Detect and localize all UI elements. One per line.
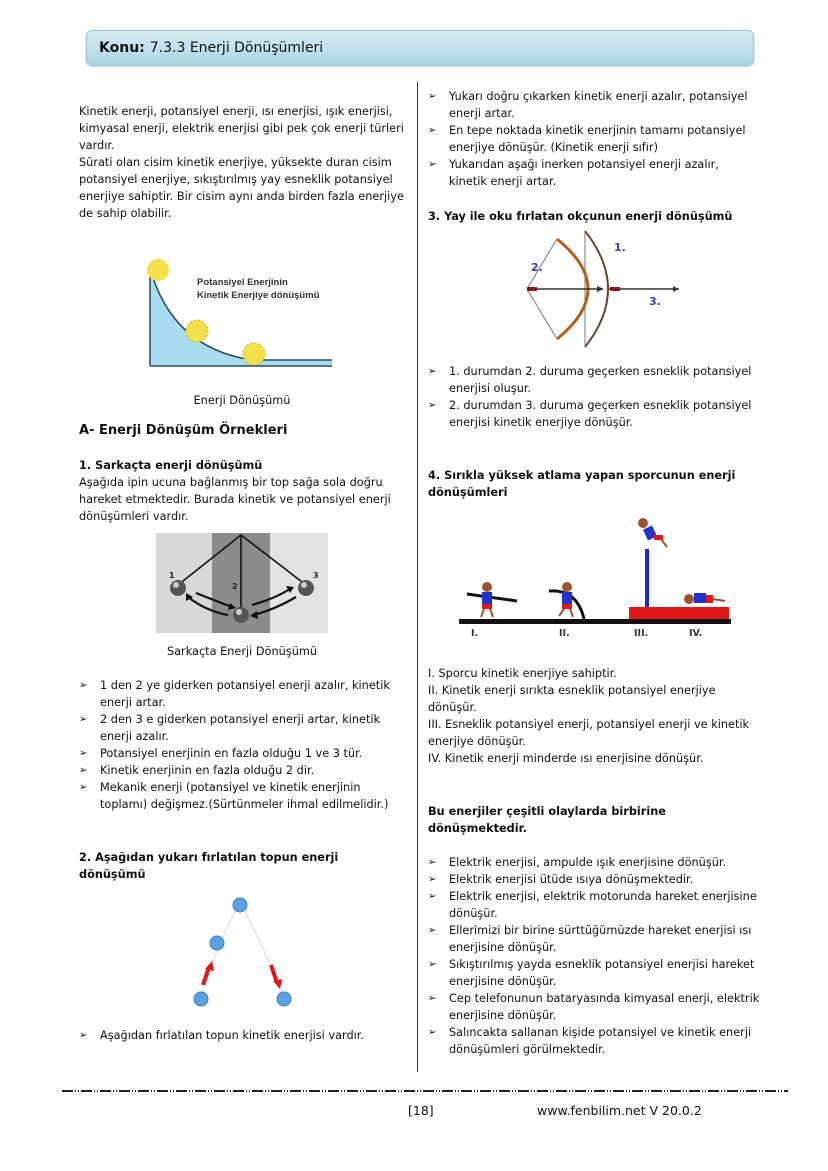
intro-paragraph-2: Sürati olan cisim kinetik enerjiye, yüksekte duran cisim potansiyel enerjiye, sıkıştırılmış yay esneklik potansiyel enerjiye sahiptir. Bir cisim aynı anda birden fazla enerjiye de sahip olabilir. [79, 156, 404, 220]
list-item: ➢ 1. durumdan 2. duruma geçerken esneklik potansiyel enerjisi oluşur. [428, 363, 760, 397]
pendulum-caption: Sarkaçta Enerji Dönüşümü [166, 645, 318, 658]
ball-continued-bullets [428, 88, 760, 190]
energy-slope-figure [79, 258, 405, 378]
list-item: ➢ 2 den 3 e giderken potansiyel enerji artar, kinetik enerji azalır. [79, 711, 405, 745]
bow-arrow-diagram-icon [509, 229, 679, 349]
list-item: ➢ Kinetik enerjinin en fazla olduğu 2 dir. [79, 762, 405, 779]
summary-bullets [428, 854, 760, 1058]
topic-header [86, 30, 754, 66]
ball-trajectory-icon [182, 893, 302, 1013]
svg-text:Potansiyel Enerjinin: Potansiyel Enerjinin [197, 277, 288, 288]
slope-diagram-icon [142, 258, 342, 378]
svg-text:Kinetik Enerjiye dönüşümü: Kinetik Enerjiye dönüşümü [197, 290, 320, 301]
list-item: ➢ En tepe noktada kinetik enerjinin tamamı potansiyel enerjiye dönüşür. (Kinetik enerji sıfır) [428, 122, 760, 156]
section-a-title: A- Enerji Dönüşüm Örnekleri [79, 423, 288, 438]
list-item: ➢ Mekanik enerji (potansiyel ve kinetik enerjinin toplamı) değişmez.(Sürtünmeler ihmal edilmelidir.) [79, 779, 405, 813]
pendulum-diagram-icon [156, 533, 328, 633]
topic-title: 7.3.3 Enerji Dönüşümleri [149, 40, 324, 56]
list-item: ➢ Elektrik enerjisi, elektrik motorunda hareket enerjisine dönüşür. [428, 888, 760, 922]
pole-vault-figure [428, 509, 760, 639]
pendulum-text: Aşağıda ipin ucuna bağlanmış bir top sağa sola doğru hareket etmektedir. Burada kinetik ve potansiyel enerji dönüşümleri vardır. [79, 476, 391, 523]
slope-caption: Enerji Dönüşümü [193, 394, 291, 407]
list-item: ➢ Salıncakta sallanan kişide potansiyel ve kinetik enerji dönüşümleri görülmektedir. [428, 1024, 760, 1058]
svg-text:1.: 1. [614, 241, 626, 254]
stage-text: III. Esneklik potansiyel enerji, potansiyel enerji ve kinetik enerjiye dönüşür. [428, 718, 750, 748]
svg-text:III.: III. [634, 628, 649, 639]
ball-title: 2. Aşağıdan yukarı fırlatılan topun enerji dönüşümü [79, 851, 339, 881]
list-item: ➢ Potansiyel enerjinin en fazla olduğu 1 ve 3 tür. [79, 745, 405, 762]
stage-text: I. Sporcu kinetik enerjiye sahiptir. [428, 667, 617, 680]
column-divider [417, 82, 418, 1072]
svg-text:3.: 3. [649, 295, 661, 308]
bow-figure [428, 229, 760, 349]
ball-throw-figure [79, 893, 405, 1013]
pole-vault-diagram-icon [449, 509, 739, 639]
list-item: ➢ Yukarı doğru çıkarken kinetik enerji azalır, potansiyel enerji artar. [428, 88, 760, 122]
list-item: ➢ Elektrik enerjisi, ampulde ışık enerjisine dönüşür. [428, 854, 760, 871]
pole-vault-explanations [428, 665, 760, 767]
right-column [428, 88, 760, 1058]
ball-bullets [79, 1027, 405, 1044]
svg-text:1: 1 [169, 571, 175, 580]
list-item: ➢ Elektrik enerjisi ütüde ısıya dönüşmektedir. [428, 871, 760, 888]
footer-divider [62, 1090, 788, 1092]
stage-text: II. Kinetik enerji sırıkta esneklik potansiyel enerjiye dönüşür. [428, 684, 716, 714]
svg-text:2.: 2. [531, 261, 543, 274]
pendulum-title: 1. Sarkaçta enerji dönüşümü [79, 459, 263, 472]
list-item: ➢ Cep telefonunun bataryasında kimyasal enerji, elektrik enerjisine dönüşür. [428, 990, 760, 1024]
svg-text:3: 3 [313, 571, 319, 580]
summary-title: Bu enerjiler çeşitli olaylarda birbirine dönüşmektedir. [428, 805, 666, 835]
list-item: ➢ Ellerimizi bir birine sürttüğümüzde hareket enerjisi ısı enerjisine dönüşür. [428, 922, 760, 956]
svg-text:II.: II. [559, 628, 570, 639]
bow-bullets [428, 363, 760, 431]
list-item: ➢ Aşağıdan fırlatılan topun kinetik enerjisi vardır. [79, 1027, 405, 1044]
list-item: ➢ 2. durumdan 3. duruma geçerken esneklik potansiyel enerjisi kinetik enerjiye dönüşür. [428, 397, 760, 431]
intro-paragraph-1: Kinetik enerji, potansiyel enerji, ısı enerjisi, ışık enerjisi, kimyasal enerji, elektrik enerjisi gibi pek çok enerji türleri vardır. [79, 105, 404, 152]
svg-text:I.: I. [471, 628, 479, 639]
stage-text: IV. Kinetik enerji minderde ısı enerjisine dönüşür. [428, 752, 704, 765]
list-item: ➢ Yukarıdan aşağı inerken potansiyel enerji azalır, kinetik enerji artar. [428, 156, 760, 190]
page-number: [18] [408, 1103, 434, 1118]
topic-label: Konu: [99, 40, 145, 56]
footer-site-version: www.fenbilim.net V 20.0.2 [537, 1103, 702, 1118]
list-item: ➢ 1 den 2 ye giderken potansiyel enerji azalır, kinetik enerji artar. [79, 677, 405, 711]
svg-text:2: 2 [232, 582, 238, 591]
pendulum-figure [79, 533, 405, 633]
pole-vault-title: 4. Sırıkla yüksek atlama yapan sporcunun enerji dönüşümleri [428, 469, 736, 499]
left-column [79, 103, 405, 1044]
bow-title: 3. Yay ile oku fırlatan okçunun enerji dönüşümü [428, 210, 733, 223]
list-item: ➢ Sıkıştırılmış yayda esneklik potansiyel enerjisi hareket enerjisine dönüşür. [428, 956, 760, 990]
svg-text:IV.: IV. [689, 628, 703, 639]
pendulum-bullets [79, 677, 405, 813]
